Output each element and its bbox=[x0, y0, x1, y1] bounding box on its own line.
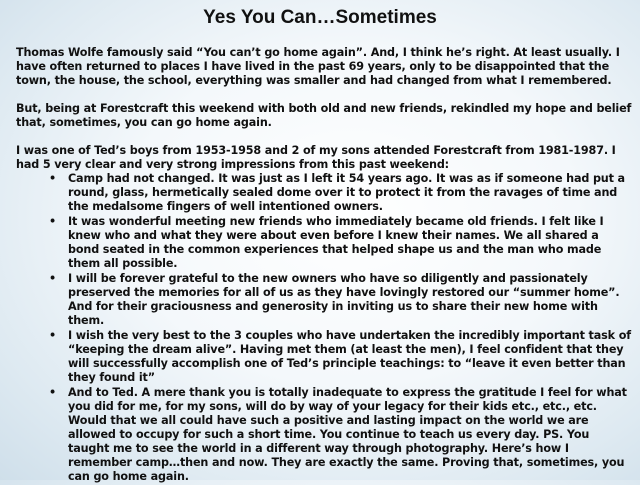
paragraph-impressions: I was one of Ted’s boys from 1953-1958 and 2 of my sons attended Forestcraft from 1981-1987. I had 5 very clear and very strong impressions from this past weekend: bbox=[16, 144, 616, 171]
slide-body bbox=[16, 46, 632, 485]
list-item-text: I wish the very best to the 3 couples who have undertaken the incredibly important task of “keeping the dream alive”. Having met them (at least the men), I feel confident that they will successfully accomplish one of Ted’s principle teachings: to “leave it even better than they found it” bbox=[68, 329, 631, 384]
paragraph-forestcraft: But, being at Forestcraft this weekend with both old and new friends, rekindled my hope and belief that, sometimes, you can go home again. bbox=[16, 102, 632, 129]
list-item-text: And to Ted. A mere thank you is totally inadequate to express the gratitude I feel for what you did for me, for my sons, will do by way of your legacy for their kids etc., etc., etc. Would that we all could have such a positive and lasting impact on the world we are allowed to occupy for such a short time. You continue to teach us every day. PS. You taught me to see the world in a different way through photography. Here’s how I remember camp…then and now. They are exactly the same. Proving that, sometimes, you can go home again. bbox=[68, 386, 627, 483]
list-item-text: Camp had not changed. It was just as I left it 54 years ago. It was as if someone had put a round, glass, hermetically sealed dome over it to protect it from the ravages of time and the medalsome fingers of well intentioned owners. bbox=[68, 172, 625, 213]
list-item-text: I will be forever grateful to the new owners who have so diligently and passionately preserved the memories for all of us as they have lovingly restored our “summer home”. And for their graciousness and generosity in inviting us to share their new home with them. bbox=[68, 272, 620, 327]
bullet-icon: • bbox=[49, 215, 57, 228]
paragraph-intro: Thomas Wolfe famously said “You can’t go home again”. And, I think he’s right. At least usually. I have often returned to places I have lived in the past 69 years, only to be disappointed that the town, the house, the school, everything was smaller and had changed from what I remembered. bbox=[16, 46, 620, 87]
list-item bbox=[16, 272, 632, 328]
bullet-icon: • bbox=[49, 172, 57, 185]
list-item bbox=[16, 329, 632, 385]
bullet-icon: • bbox=[49, 386, 57, 399]
list-item bbox=[16, 215, 632, 271]
list-item bbox=[16, 386, 632, 484]
bullet-icon: • bbox=[49, 272, 57, 285]
list-item-text: It was wonderful meeting new friends who immediately became old friends. I felt like I knew who and what they were about even before I knew their names. We all shared a bond seated in the common experiences that helped shape us and the man who made them all possible. bbox=[68, 215, 604, 270]
impressions-list bbox=[16, 172, 632, 484]
bullet-icon: • bbox=[49, 329, 57, 342]
list-item bbox=[16, 172, 632, 214]
slide-title: Yes You Can…Sometimes bbox=[203, 7, 437, 28]
